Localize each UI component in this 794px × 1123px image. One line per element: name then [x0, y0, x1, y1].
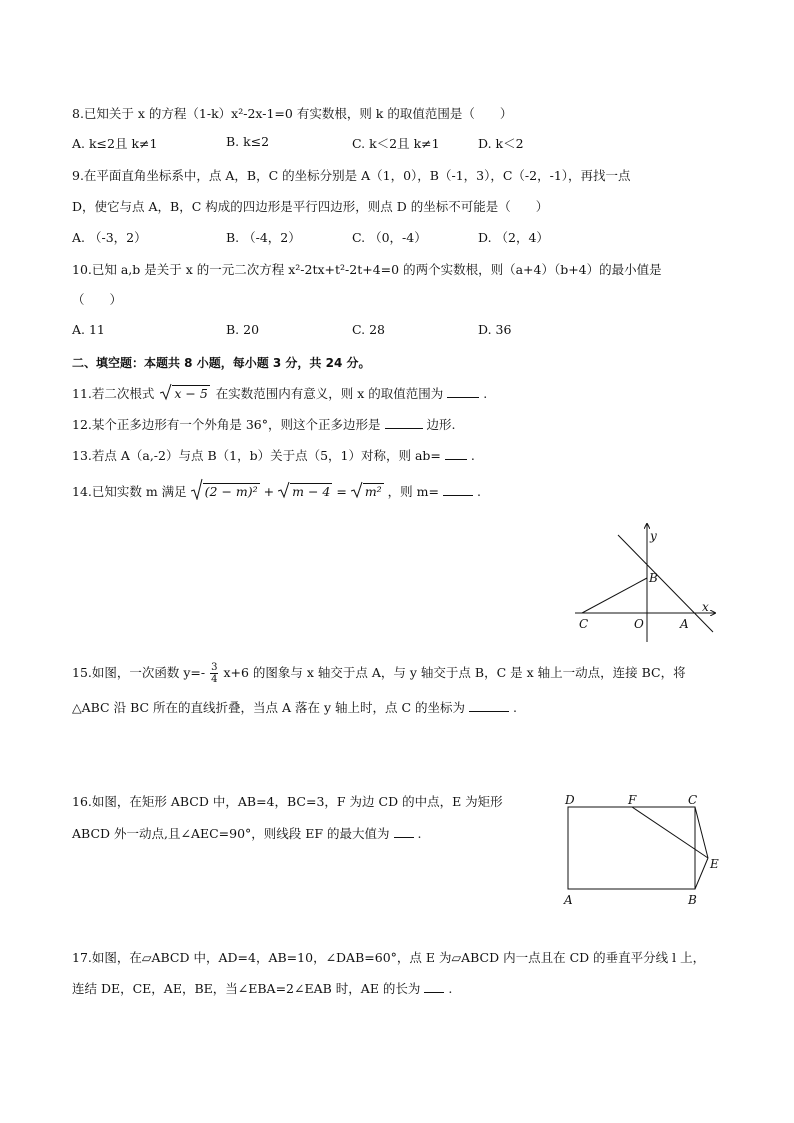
segment-be	[695, 858, 708, 889]
question-10-line2: （ ）	[72, 292, 123, 307]
q11-text-post: 在实数范围内有意义，则 x 的取值范围为	[215, 386, 444, 401]
q10-option-c: C. 28	[352, 322, 385, 337]
q13-text-pre: 13.若点 A（a,-2）与点 B（1，b）关于点（5，1）对称，则 ab=	[72, 448, 441, 463]
q14-end: .	[476, 484, 481, 499]
q15-end: .	[513, 700, 517, 715]
q10-option-a: A. 11	[72, 322, 105, 337]
q17-text-line2: 连结 DE，CE，AE，BE，当∠EBA=2∠EAB 时，AE 的长为	[72, 981, 421, 996]
question-16-line2	[72, 824, 422, 842]
question-15-line2	[72, 698, 517, 716]
rectangle-abcd	[568, 807, 695, 889]
question-8-stem: 8.已知关于 x 的方程（1-k）x²-2x-1=0 有实数根，则 k 的取值范围是（ ）	[72, 106, 513, 121]
q8-option-a: A. k≤2且 k≠1	[72, 136, 158, 151]
q15-answer-blank	[469, 699, 509, 712]
q14-plus: +	[263, 484, 275, 499]
q14-answer-blank	[443, 483, 473, 496]
question-16-line1: 16.如图，在矩形 ABCD 中，AB=4，BC=3，F 为边 CD 的中点，E 为矩形	[72, 794, 503, 809]
radical-sign-icon	[278, 481, 290, 499]
q15-text-pre: 15.如图，一次函数 y=-	[72, 665, 206, 680]
q11-radical	[160, 386, 209, 401]
q14-text-pre: 14.已知实数 m 满足	[72, 484, 187, 499]
q17-answer-blank	[424, 980, 444, 993]
q15-fraction	[210, 662, 218, 685]
q16-figure	[560, 790, 730, 915]
q16-end: .	[417, 826, 422, 841]
q10-option-b: B. 20	[226, 322, 260, 337]
q15-text-post: x+6 的图象与 x 轴交于点 A，与 y 轴交于点 B，C 是 x 轴上一动点，连接 BC，将	[223, 665, 686, 680]
q16-answer-blank	[394, 825, 414, 838]
q15-text-line2: △ABC 沿 BC 所在的直线折叠，当点 A 落在 y 轴上时，点 C 的坐标为	[72, 700, 466, 715]
q9-option-a: A. （-3，2）	[72, 230, 147, 245]
q11-end: .	[483, 386, 488, 401]
question-17-line2	[72, 979, 452, 997]
q12-answer-blank	[385, 416, 423, 429]
segment-bc	[582, 578, 647, 613]
q16-text-line2: ABCD 外一动点,且∠AEC=90°，则线段 EF 的最大值为	[72, 826, 390, 841]
label-c: C	[688, 793, 698, 807]
q14-radical-1	[191, 484, 260, 499]
q9-option-d: D. （2，4）	[478, 230, 549, 245]
question-9-line1: 9.在平面直角坐标系中，点 A，B，C 的坐标分别是 A（1，0），B（-1，3），C（-2，-1），再找一点	[72, 168, 631, 183]
q10-option-d: D. 36	[478, 322, 512, 337]
label-f: F	[628, 793, 637, 807]
label-a: A	[564, 893, 573, 907]
question-15-line1	[72, 662, 686, 685]
q14-radical-2	[278, 484, 332, 499]
label-o: O	[634, 617, 644, 631]
radical-sign-icon	[191, 478, 203, 500]
q15-figure	[570, 520, 720, 650]
radical-sign-icon	[160, 383, 172, 401]
label-y: y	[650, 529, 657, 543]
q13-end: .	[470, 448, 475, 463]
q12-text-pre: 12.某个正多边形有一个外角是 36°，则这个正多边形是	[72, 417, 381, 432]
label-a: A	[680, 617, 689, 631]
q14-radicand-3: m²	[364, 484, 382, 499]
label-c: C	[579, 617, 589, 631]
q11-text-pre: 11.若二次根式	[72, 386, 155, 401]
q14-text-post: ，则 m=	[387, 484, 439, 499]
question-9-line2: D，使它与点 A，B，C 构成的四边形是平行四边形，则点 D 的坐标不可能是（ ）	[72, 199, 549, 214]
question-10-line1: 10.已知 a,b 是关于 x 的一元二次方程 x²-2tx+t²-2t+4=0 的两个实数根，则（a+4）（b+4）的最小值是	[72, 262, 662, 277]
q15-fraction-denominator: 4	[211, 674, 218, 685]
q8-option-d: D. k＜2	[478, 136, 524, 151]
question-14	[72, 482, 481, 500]
q9-option-b: B. （-4，2）	[226, 230, 301, 245]
label-x: x	[702, 600, 709, 614]
q12-end: 边形.	[426, 417, 456, 432]
q11-answer-blank	[447, 385, 479, 398]
label-d: D	[565, 793, 575, 807]
question-13	[72, 446, 475, 464]
label-e: E	[710, 857, 719, 871]
q14-radical-3	[351, 484, 384, 499]
question-11	[72, 384, 487, 402]
q9-option-c: C. （0，-4）	[352, 230, 427, 245]
q17-end: .	[448, 981, 453, 996]
question-17-line1: 17.如图，在▱ABCD 中，AD=4，AB=10，∠DAB=60°，点 E 为▱ABCD 内一点且在 CD 的垂直平分线 l 上，	[72, 950, 706, 965]
q11-radicand: x − 5	[174, 386, 208, 401]
q14-radicand-2: m − 4	[292, 484, 331, 499]
radical-sign-icon	[351, 481, 363, 499]
q8-option-c: C. k＜2且 k≠1	[352, 136, 440, 151]
q15-fraction-numerator: 3	[211, 662, 218, 673]
section-2-title: 二、填空题：本题共 8 小题，每小题 3 分，共 24 分。	[72, 356, 371, 370]
label-b: B	[688, 893, 697, 907]
label-b: B	[649, 571, 658, 585]
q14-radicand-1: (2 − m)²	[204, 484, 258, 499]
line-ab	[618, 535, 713, 632]
q14-equals: =	[336, 484, 347, 499]
q13-answer-blank	[445, 447, 467, 460]
question-12	[72, 415, 455, 433]
q8-option-b: B. k≤2	[226, 134, 270, 149]
